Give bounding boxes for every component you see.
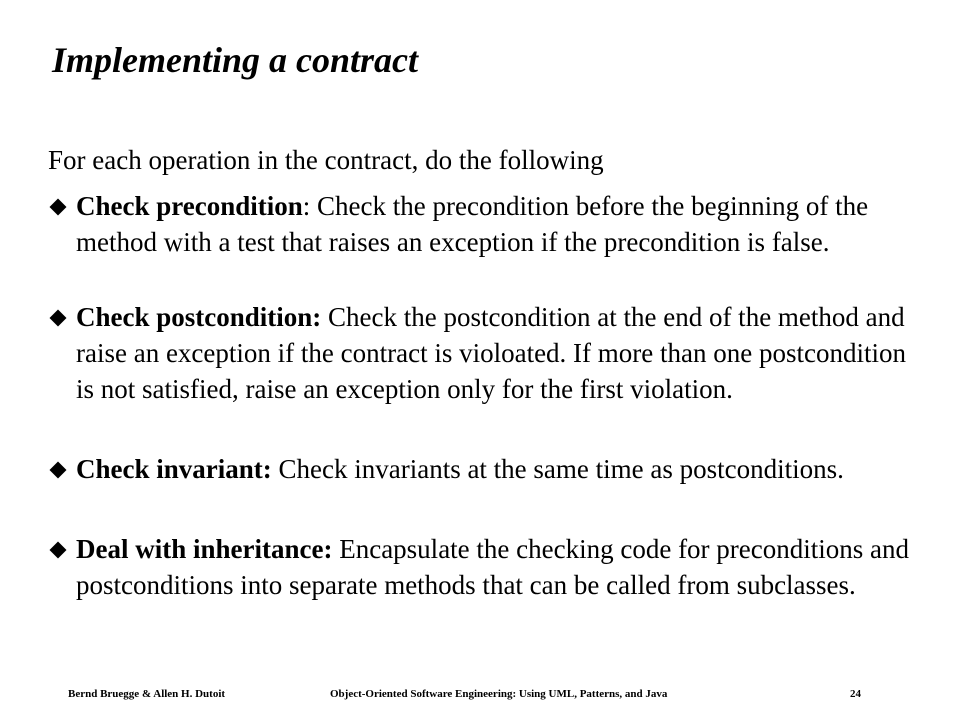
slide-title: Implementing a contract (52, 40, 419, 80)
bullet-body: Check invariants at the same time as postconditions. (271, 454, 844, 484)
bullet-item-inheritance (48, 531, 928, 603)
bullet-lead: Deal with inheritance: (76, 534, 333, 564)
bullet-item-postcondition (48, 299, 928, 407)
diamond-bullet-icon (50, 199, 67, 216)
diamond-bullet-icon (50, 462, 67, 479)
bullet-body: Check the postcondition at the end of the method and raise an exception if the contract is violoated. If more than one postcondition is not satisfied, raise an exception only for the first violation. (76, 302, 906, 404)
bullet-lead: Check invariant: (76, 454, 272, 484)
bullet-lead: Check postcondition: (76, 302, 322, 332)
footer-book-title: Object-Oriented Software Engineering: Using UML, Patterns, and Java (330, 688, 668, 700)
bullet-body: : Check the precondition before the beginning of the method with a test that raises an exception if the precondition is false. (76, 191, 869, 257)
bullet-body: Encapsulate the checking code for preconditions and postconditions into separate methods that can be called from subclasses. (76, 534, 910, 600)
bullet-lead: Check precondition (76, 191, 303, 221)
footer-authors: Bernd Bruegge & Allen H. Dutoit (68, 688, 226, 700)
footer-page-number: 24 (850, 688, 861, 700)
diamond-bullet-icon (50, 310, 67, 327)
bullet-item-invariant (48, 451, 928, 487)
bullet-item-precondition (48, 188, 928, 260)
diamond-bullet-icon (50, 542, 67, 559)
intro-text: For each operation in the contract, do the following (48, 145, 604, 175)
